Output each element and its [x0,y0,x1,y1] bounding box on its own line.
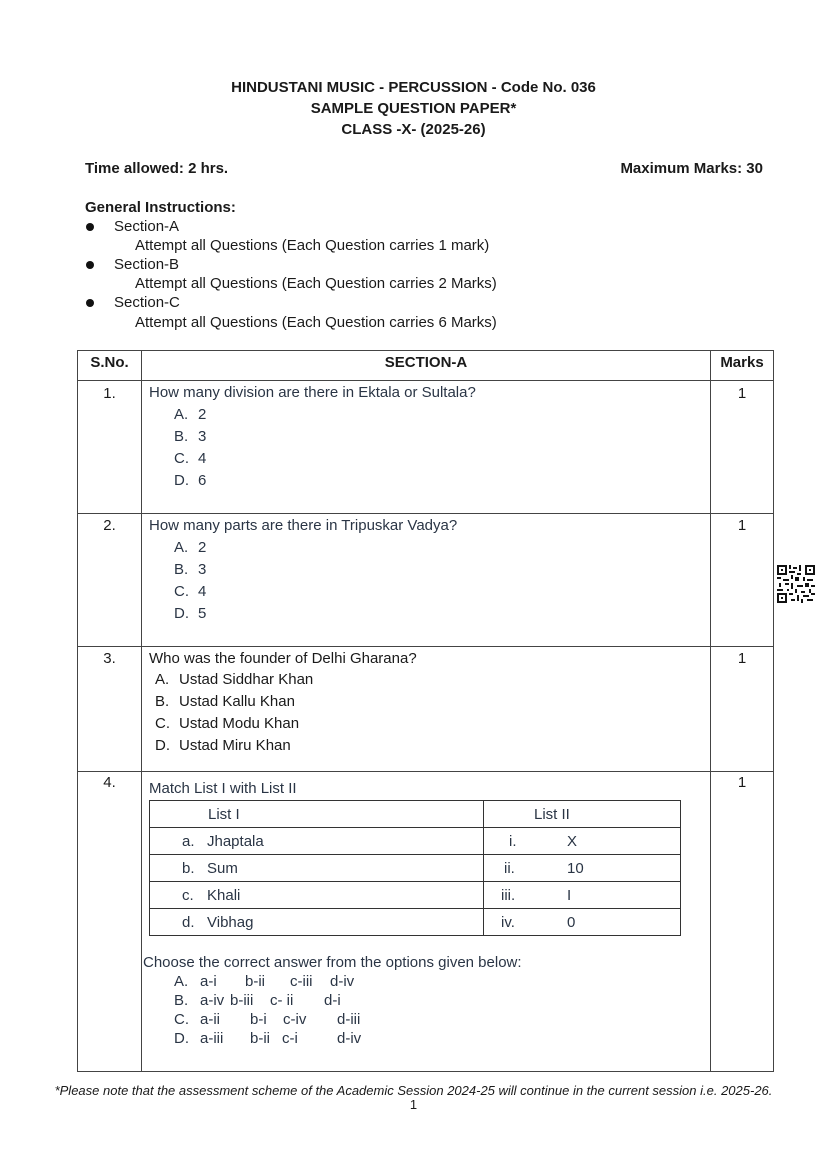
option: D. Ustad Miru Khan [155,737,291,754]
match-row: d. Vibhag iv. 0 [150,909,681,936]
option: B. 3 [174,428,207,445]
qr-code-icon [777,565,815,603]
question-row [78,772,774,1072]
question-table [77,350,774,1072]
option: C. 4 [174,583,207,600]
question-number: 3. [78,647,142,772]
option: B. Ustad Kallu Khan [155,693,295,710]
list-ii-header: List II [484,801,681,828]
option: A. 2 [174,539,207,556]
question-row [78,647,774,772]
question-text: How many parts are there in Tripuskar Vadya? [149,517,458,534]
instruction-detail-c: Attempt all Questions (Each Question carries 6 Marks) [135,314,497,331]
question-marks: 1 [711,381,774,514]
match-table [149,800,681,936]
header-marks: Marks [711,351,774,381]
page-number: 1 [409,1097,418,1112]
time-allowed: Time allowed: 2 hrs. [85,160,229,177]
option: A. 2 [174,406,207,423]
match-row: b. Sum ii. 10 [150,855,681,882]
question-row [78,381,774,514]
choose-instruction: Choose the correct answer from the options given below: [143,954,522,971]
question-marks: 1 [711,514,774,647]
option: C. Ustad Modu Khan [155,715,300,732]
instruction-section-a: Section-A [114,218,180,235]
question-number: 1. [78,381,142,514]
answer-option: A. a-i b-ii c-iii d-iv [174,973,355,990]
question-marks: 1 [711,772,774,1072]
instruction-detail-a: Attempt all Questions (Each Question carries 1 mark) [135,237,490,254]
instructions-title: General Instructions: [85,199,236,216]
paper-class: CLASS -X- (2025-26) [341,121,486,138]
option: A. Ustad Siddhar Khan [155,671,314,688]
answer-option: B. a-iv b-iii c- ii d-i [174,992,341,1009]
bullet-icon [86,223,94,231]
paper-title: HINDUSTANI MUSIC - PERCUSSION - Code No. 036 [231,79,596,96]
bullet-icon [86,299,94,307]
paper-subtitle: SAMPLE QUESTION PAPER* [310,100,517,117]
option: C. 4 [174,450,207,467]
question-text: How many division are there in Ektala or Sultala? [149,384,476,401]
footnote: *Please note that the assessment scheme of the Academic Session 2024-25 will continue in the current session i.e. 2025-26. [54,1083,773,1098]
match-row: c. Khali iii. I [150,882,681,909]
question-text: Who was the founder of Delhi Gharana? [149,650,417,667]
instruction-section-c: Section-C [114,294,180,311]
option: B. 3 [174,561,207,578]
question-text: Match List I with List II [149,780,297,797]
match-row: a. Jhaptala i. X [150,828,681,855]
header-sno: S.No. [78,351,142,381]
question-marks: 1 [711,647,774,772]
bullet-icon [86,261,94,269]
maximum-marks: Maximum Marks: 30 [620,160,763,177]
list-i-header: List I [150,801,484,828]
header-section: SECTION-A [142,351,711,381]
instruction-section-b: Section-B [114,256,180,273]
question-number: 2. [78,514,142,647]
option: D. 6 [174,472,207,489]
question-number: 4. [78,772,142,1072]
answer-option: C. a-ii b-i c-iv d-iii [174,1011,361,1028]
option: D. 5 [174,605,207,622]
instruction-detail-b: Attempt all Questions (Each Question carries 2 Marks) [135,275,497,292]
answer-option: D. a-iii b-ii c-i d-iv [174,1030,362,1047]
question-row [78,514,774,647]
